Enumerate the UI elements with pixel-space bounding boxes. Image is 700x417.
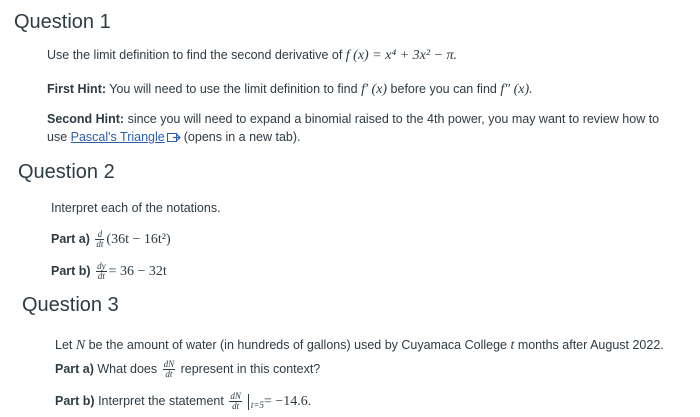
q3-part-a <box>55 360 320 379</box>
q2-part-a-fraction <box>95 230 104 249</box>
q3-part-b-label: Part b) <box>55 393 95 408</box>
q3-variable-t: t <box>510 338 515 353</box>
first-hint-text: You will need to use the limit definition to find <box>106 82 362 96</box>
question-1-title: Question 1 <box>14 11 111 33</box>
evaluation-bar <box>248 394 249 410</box>
q1-function-math: f (x) = x⁴ + 3x² − π. <box>345 48 458 63</box>
q2-part-a-label: Part a) <box>51 231 90 246</box>
frac-numerator: dN <box>163 359 175 369</box>
q2-part-b-expression: = 36 − 32t <box>108 263 167 279</box>
q2-part-b-label: Part b) <box>51 263 91 278</box>
second-hint-text: since you will need to expand a binomial raised to the 4th power, you may want to review how to <box>124 112 660 126</box>
first-derivative-math: f′ (x) <box>361 82 388 97</box>
q1-second-hint <box>47 112 659 126</box>
q2-part-b-fraction <box>96 262 107 281</box>
q2-intro: Interpret each of the notations. <box>51 201 221 215</box>
q3-variable-N: N <box>75 338 86 353</box>
q1-first-hint <box>47 82 533 98</box>
question-2-title: Question 2 <box>18 161 115 183</box>
question-3-title: Question 3 <box>22 294 119 316</box>
link-suffix: (opens in a new tab). <box>183 130 301 144</box>
q2-part-b <box>51 262 167 281</box>
q1-second-hint-line2 <box>47 130 301 146</box>
frac-numerator: dN <box>230 391 241 401</box>
frac-numerator: d <box>95 230 104 240</box>
q3-intro-post: months after August 2022. <box>514 338 664 352</box>
frac-denominator: dt <box>97 271 105 281</box>
q1-prompt-text: Use the limit definition to find the second derivative of <box>47 48 346 62</box>
frac-denominator: dt <box>232 401 240 411</box>
q3-intro <box>55 338 664 354</box>
second-hint-label: Second Hint: <box>47 112 125 126</box>
first-hint-label: First Hint: <box>47 82 107 96</box>
q3-part-b-value: = −14.6. <box>263 393 312 409</box>
q1-prompt <box>47 48 457 64</box>
frac-denominator: dt <box>96 239 104 249</box>
q3-part-a-pre: What does <box>93 361 161 376</box>
first-hint-mid: before you can find <box>387 82 501 96</box>
q3-part-b-pre: Interpret the statement <box>94 393 228 408</box>
q2-part-a <box>51 230 171 249</box>
external-link-icon[interactable] <box>167 132 181 146</box>
evaluation-subscript: t=5 <box>250 399 264 410</box>
second-derivative-math: f″ (x). <box>500 82 533 97</box>
pascals-triangle-link[interactable]: Pascal's Triangle <box>70 130 165 144</box>
frac-denominator: dt <box>165 369 173 379</box>
q2-part-a-expression: (36t − 16t²) <box>106 231 171 247</box>
frac-numerator: dy <box>97 261 106 271</box>
q3-intro-pre: Let <box>55 338 76 352</box>
q3-part-a-fraction <box>163 360 176 379</box>
q3-part-a-label: Part a) <box>55 361 94 376</box>
q3-part-a-post: represent in this context? <box>177 361 321 376</box>
q3-part-b-fraction <box>229 392 242 411</box>
second-hint-use: use <box>47 130 71 144</box>
q3-part-b <box>55 392 311 411</box>
q3-intro-mid: be the amount of water (in hundreds of gallons) used by Cuyamaca College <box>85 338 511 352</box>
